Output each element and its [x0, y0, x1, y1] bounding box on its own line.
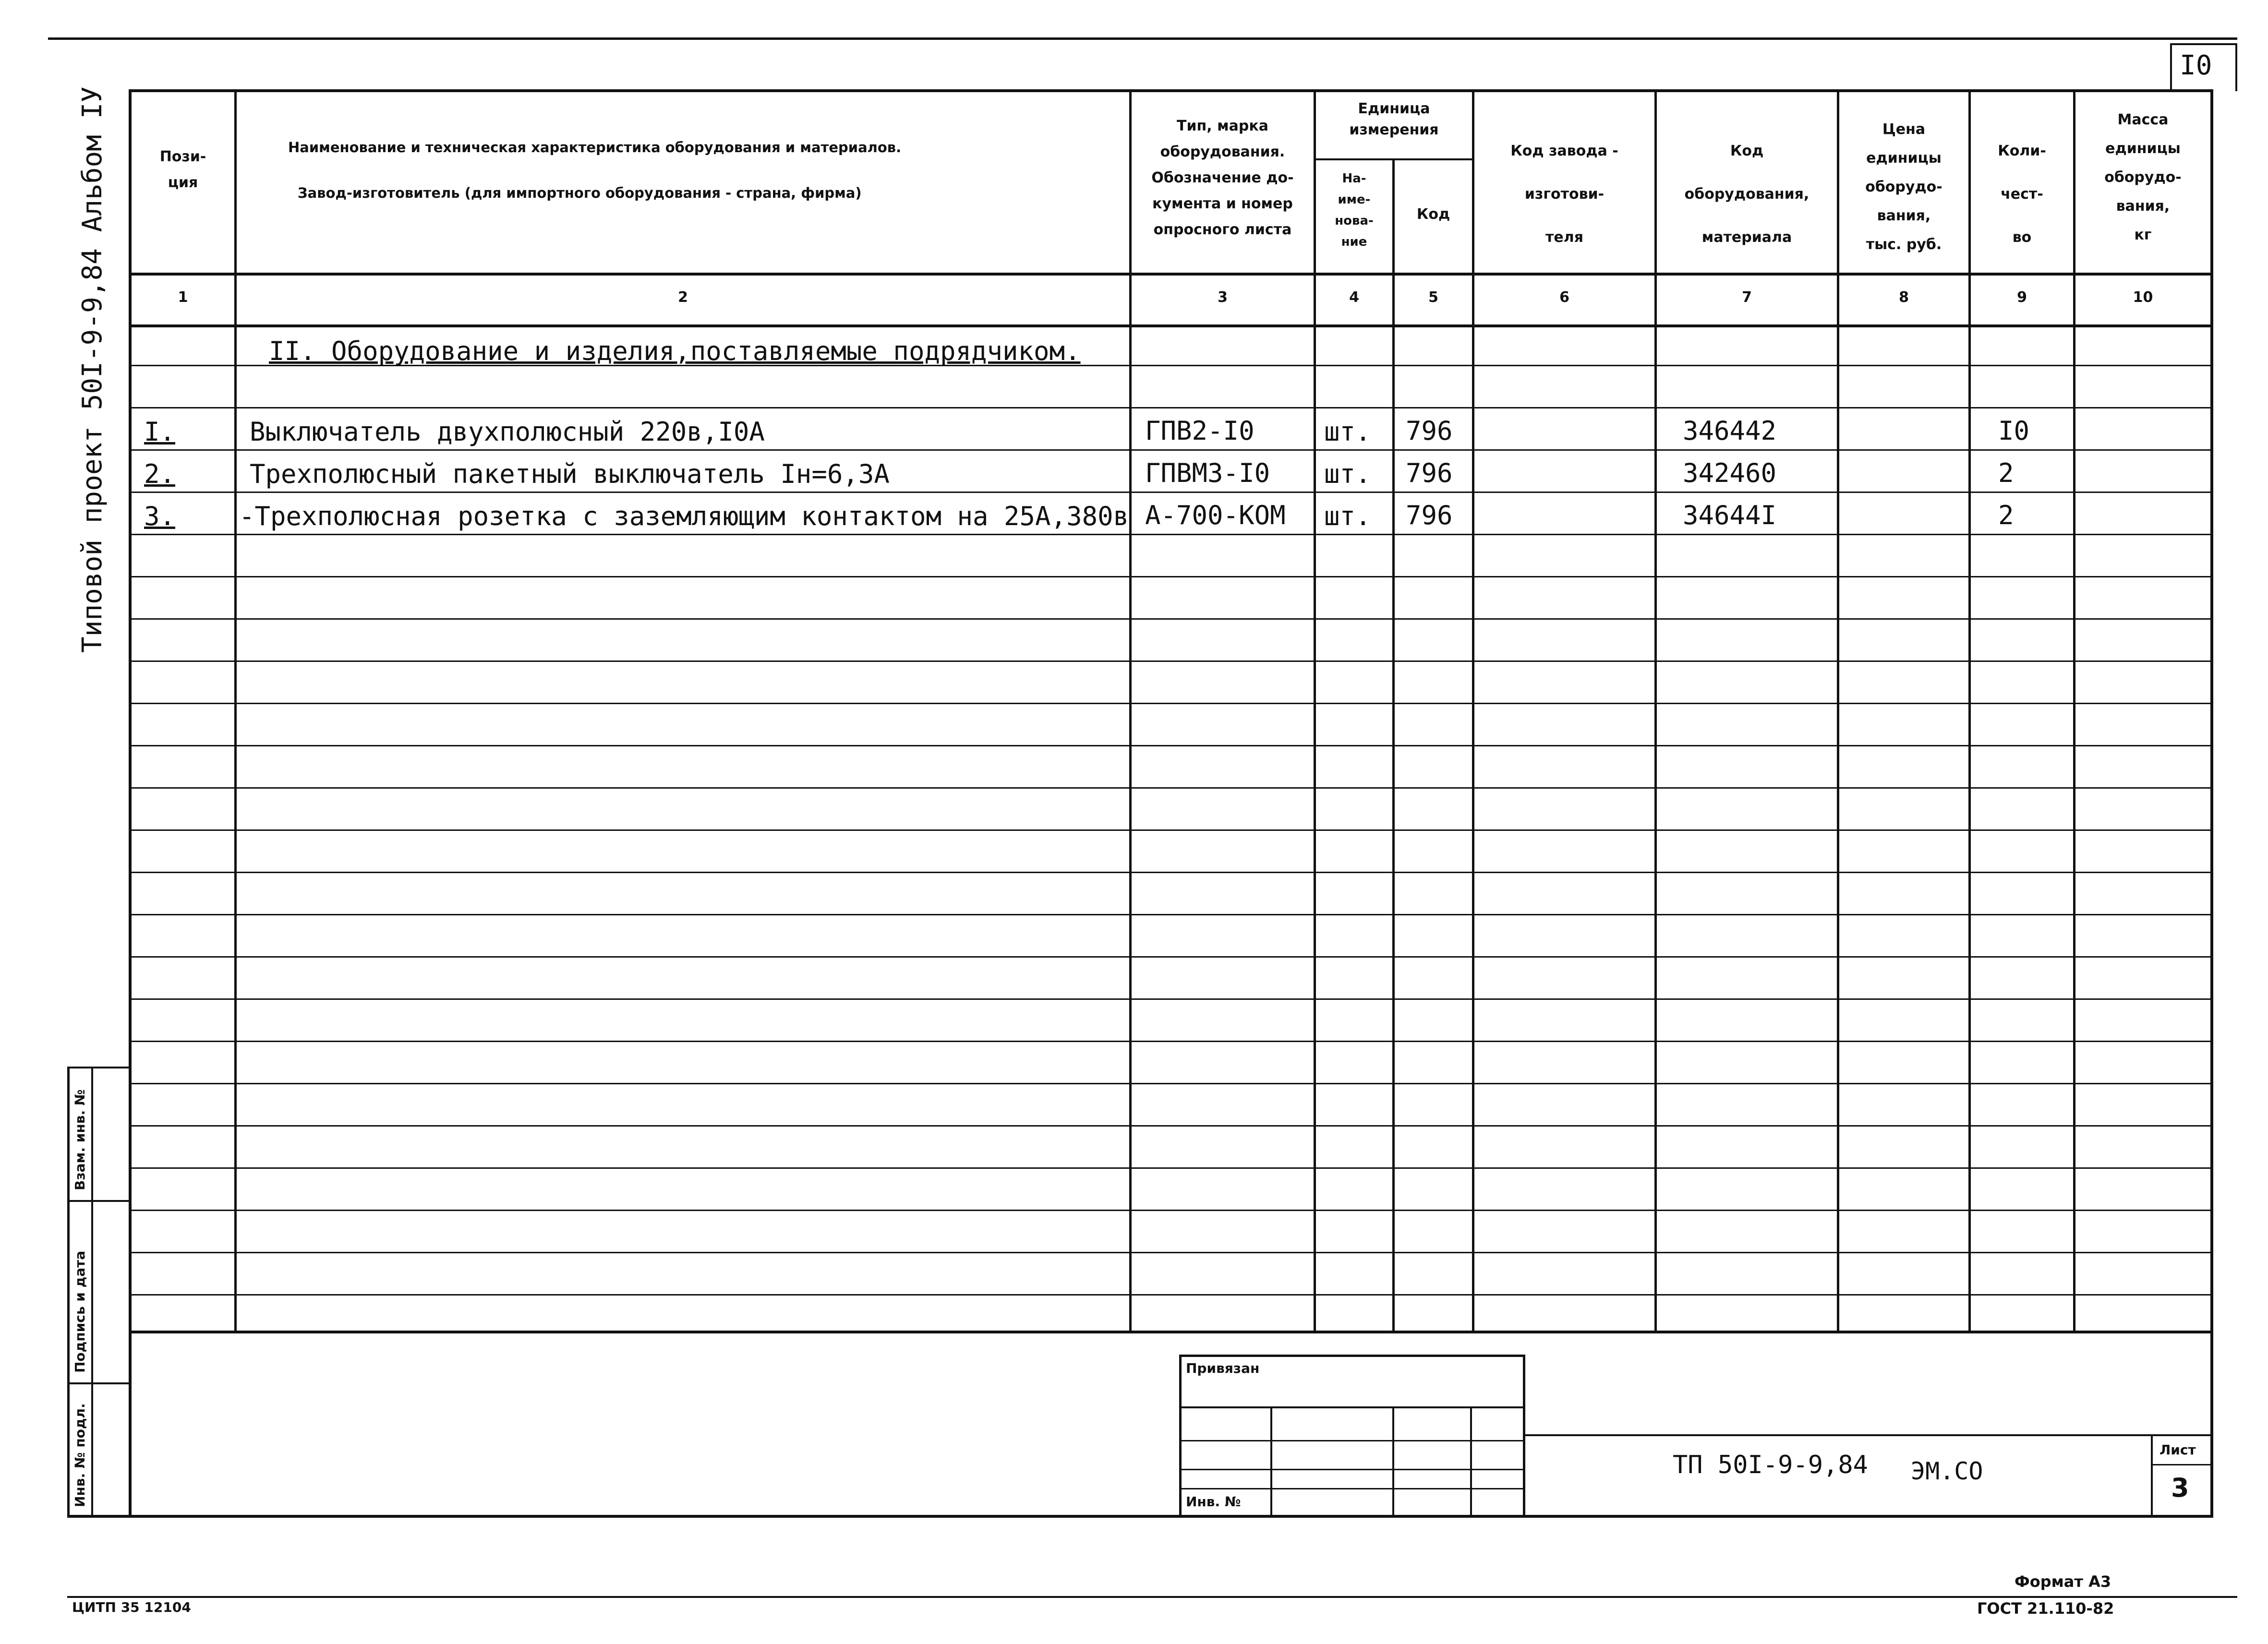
header-name-line1: Наименование и техническая характеристика оборудования и материалов. — [288, 139, 902, 156]
row-equipment-code: 342460 — [1683, 458, 1777, 488]
row-rule — [129, 703, 2213, 704]
row-rule — [129, 492, 2213, 493]
col-number-4: 4 — [1349, 289, 1359, 306]
row-rule — [129, 576, 2213, 577]
row-rule — [129, 1041, 2213, 1042]
row-rule — [129, 829, 2213, 831]
header-quantity: Коли- чест- во — [1998, 143, 2046, 246]
row-quantity: I0 — [1998, 416, 2030, 446]
row-rule — [129, 534, 2213, 535]
top-rule — [48, 37, 2237, 40]
col-number-6: 6 — [1559, 289, 1569, 306]
table-bottom — [129, 1331, 2213, 1333]
col-number-10: 10 — [2133, 289, 2153, 306]
section-title: II. Оборудование и изделия,поставляемые подрядчиком. — [269, 336, 1081, 366]
header-unit-name: На- име- нова- ние — [1335, 171, 1374, 249]
row-unit: шт. — [1324, 417, 1371, 447]
header-unit-code: Код — [1416, 206, 1450, 223]
frame-top — [129, 89, 2213, 92]
header-unit-mass: Масса единицы оборудо- вания, кг — [2104, 111, 2182, 243]
row-rule — [129, 914, 2213, 915]
row-rule — [129, 449, 2213, 451]
header-equipment-code: Код оборудования, материала — [1684, 143, 1810, 246]
row-rule — [129, 745, 2213, 746]
row-rule — [129, 956, 2213, 958]
row-position: 3. — [144, 501, 176, 531]
row-rule — [129, 1252, 2213, 1253]
row-unit-code: 796 — [1406, 500, 1453, 530]
page-bottom-rule — [67, 1596, 2237, 1598]
stamp-privyazan: Привязан — [1186, 1360, 1260, 1376]
side-project-title: Типовой проект 50I-9-9,84 Альбом IУ — [77, 86, 108, 653]
row-type: ГПВ2-I0 — [1145, 416, 1255, 446]
row-rule — [129, 872, 2213, 873]
stamp-inv-number: Инв. № — [1186, 1494, 1241, 1510]
stamp-field-inv-original: Инв. № подл. — [72, 1403, 88, 1507]
row-equipment-code: 346442 — [1683, 416, 1777, 446]
row-type: А-700-КОМ — [1145, 500, 1286, 530]
stamp-field-signature-date: Подпись и дата — [72, 1250, 88, 1373]
sheet-label: Лист — [2159, 1442, 2196, 1458]
header-unit-price: Цена единицы оборудо- вания, тыс. руб. — [1865, 121, 1942, 253]
col-number-1: 1 — [178, 289, 188, 306]
frame-right — [2210, 89, 2213, 1517]
row-rule — [129, 998, 2213, 1000]
row-rule — [129, 1210, 2213, 1211]
header-name-line2: Завод-изготовитель (для импортного оборудования - страна, фирма) — [298, 185, 862, 201]
header-bottom — [129, 273, 2213, 276]
row-unit: шт. — [1324, 501, 1371, 531]
col-number-8: 8 — [1899, 289, 1909, 306]
row-name: Трехполюсный пакетный выключатель Iн=6,3А — [250, 459, 890, 489]
row-position: I. — [144, 417, 176, 447]
col-number-2: 2 — [678, 289, 688, 306]
footer-printer-code: ЦИТП 35 12104 — [72, 1599, 191, 1615]
document-mark: ЭМ.СО — [1911, 1457, 1983, 1485]
col-number-5: 5 — [1428, 289, 1438, 306]
row-rule — [129, 1167, 2213, 1169]
row-type: ГПВМ3-I0 — [1145, 458, 1270, 488]
footer-gost: ГОСТ 21.110-82 — [1977, 1599, 2114, 1618]
colnum-bottom — [129, 324, 2213, 327]
row-rule — [129, 407, 2213, 408]
row-quantity: 2 — [1998, 500, 2014, 530]
frame-bottom — [67, 1515, 2213, 1518]
row-name: Выключатель двухполюсный 220в,I0А — [250, 417, 765, 447]
row-rule — [129, 787, 2213, 789]
row-rule — [129, 1083, 2213, 1084]
header-position: Пози- ция — [159, 148, 206, 191]
sheet-number-top: I0 — [2180, 50, 2212, 81]
col-number-9: 9 — [2017, 289, 2027, 306]
row-rule — [129, 1294, 2213, 1296]
header-type: Тип, марка оборудования. Обозначение до- кумента и номер опросного листа — [1151, 118, 1294, 238]
document-code: ТП 50I-9-9,84 — [1673, 1451, 1868, 1479]
row-position: 2. — [144, 459, 176, 489]
row-rule — [129, 660, 2213, 662]
row-quantity: 2 — [1998, 458, 2014, 488]
footer-format: Формат А3 — [2015, 1572, 2111, 1591]
sheet-value: 3 — [2171, 1473, 2189, 1503]
header-maker-code: Код завода - изготови- теля — [1510, 143, 1618, 246]
row-equipment-code: 34644I — [1683, 500, 1777, 530]
row-unit-code: 796 — [1406, 416, 1453, 446]
row-rule — [129, 618, 2213, 620]
header-unit: Единица измерения — [1349, 100, 1439, 138]
col-number-7: 7 — [1742, 289, 1752, 306]
row-name: -Трехполюсная розетка с заземляющим контактом на 25А,380в — [239, 501, 1129, 531]
row-unit-code: 796 — [1406, 458, 1453, 488]
col-number-3: 3 — [1218, 289, 1228, 306]
row-rule — [129, 1125, 2213, 1127]
row-unit: шт. — [1324, 459, 1371, 489]
stamp-field-replace-inv: Взам. инв. № — [72, 1089, 88, 1190]
